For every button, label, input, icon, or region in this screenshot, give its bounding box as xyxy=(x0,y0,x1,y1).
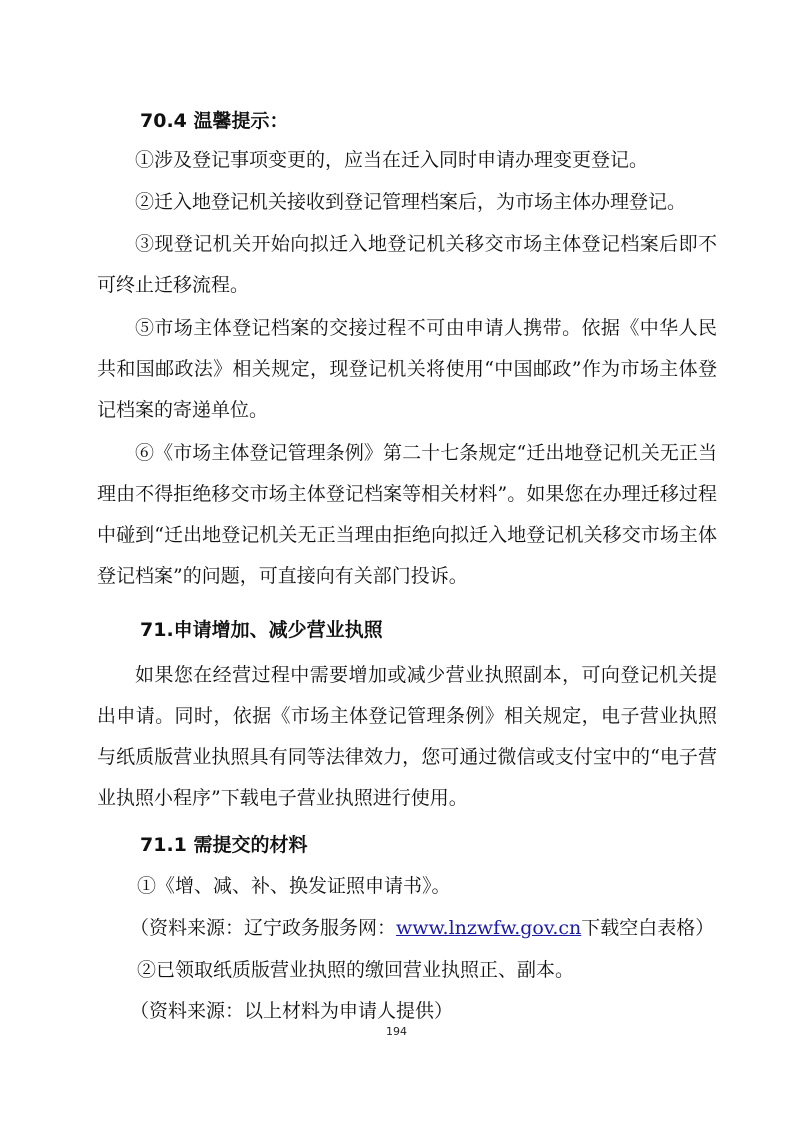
source-1-suffix: 下载空白表格） xyxy=(581,917,715,939)
tip-item-2: ②迁入地登记机关接收到登记管理档案后，为市场主体办理登记。 xyxy=(135,191,687,213)
heading-70-4: 70.4 温馨提示： xyxy=(140,110,289,132)
material-source-2: （资料来源：以上材料为申请人提供） xyxy=(130,1000,454,1022)
page-number: 194 xyxy=(386,1025,407,1038)
tip-item-3: ③现登记机关开始向拟迁入地登记机关移交市场主体登记档案后即不可终止迁移流程。 xyxy=(97,233,717,296)
government-service-link[interactable]: www.lnzwfw.gov.cn xyxy=(396,917,582,939)
heading-71: 71.申请增加、减少营业执照 xyxy=(140,619,383,641)
source-1-prefix: （资料来源：辽宁政务服务网： xyxy=(130,917,397,939)
material-item-2: ②已领取纸质版营业执照的缴回营业执照正、副本。 xyxy=(137,959,575,981)
tip-item-6: ⑥《市场主体登记管理条例》第二十七条规定“迁出地登记机关无正当理由不得拒绝移交市场主体登记档案等相关材料”。如果您在办理迁移过程中碰到“迁出地登记机关无正当理由拒绝向拟迁入地登记机关移交市场主体登记档案”的问题，可直接向有关部门投诉。 xyxy=(97,442,717,587)
material-source-1 xyxy=(130,915,714,941)
tip-item-5: ⑤市场主体登记档案的交接过程不可由申请人携带。依据《中华人民共和国邮政法》相关规定，现登记机关将使用“中国邮政”作为市场主体登记档案的寄递单位。 xyxy=(97,317,717,421)
heading-71-1: 71.1 需提交的材料 xyxy=(140,834,308,856)
tip-item-1: ①涉及登记事项变更的，应当在迁入同时申请办理变更登记。 xyxy=(135,149,649,171)
material-item-1: ①《增、减、补、换发证照申请书》。 xyxy=(137,875,451,897)
section-71-body: 如果您在经营过程中需要增加或减少营业执照副本，可向登记机关提出申请。同时，依据《市场主体登记管理条例》相关规定，电子营业执照与纸质版营业执照具有同等法律效力，您可通过微信或支付宝中的“电子营业执照小程序”下载电子营业执照进行使用。 xyxy=(97,664,717,809)
